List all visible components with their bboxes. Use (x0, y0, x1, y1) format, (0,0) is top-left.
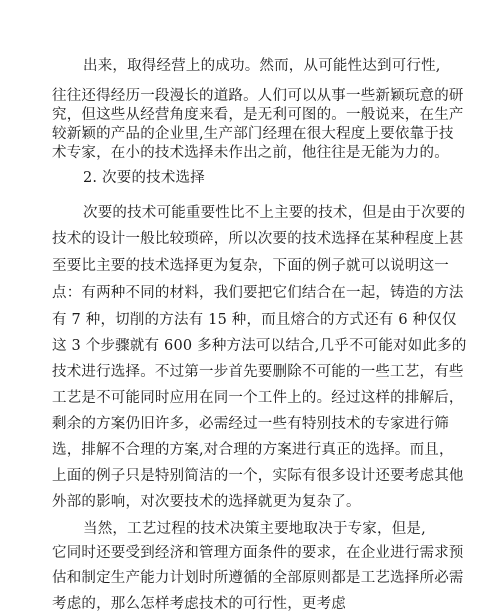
text-line: 次要的技术可能重要性比不上主要的技术，但是由于次要的 (83, 205, 466, 221)
text-line: 它同时还要受到经济和管理方面条件的要求，在企业进行需求预 (52, 545, 464, 561)
text-line: 估和制定生产能力计划时所遵循的全部原则都是工艺选择所必需 (52, 570, 464, 586)
text-line: 术专家，在小的技术选择未作出之前，他往往是无能为力的。 (52, 145, 449, 161)
text-line: 剩余的方案仍旧许多，必需经过一些有特别技术的专家进行筛 (52, 416, 449, 432)
text-line: 至要比主要的技术选择更为复杂，下面的例子就可以说明这一 (52, 258, 449, 274)
text-line: 考虑的，那么怎样考虑技术的可行性，更考虑 (52, 596, 346, 612)
text-line: 有 7 种，切削的方法有 15 种，而且熔合的方式还有 6 种仅仅 (52, 312, 457, 328)
text-line: 选，排解不合理的方案,对合理的方案进行真正的选择。而且， (52, 442, 454, 458)
text-line: 工艺是不可能同时应用在同一个工件上的。经过这样的排解后， (52, 390, 464, 406)
text-line: 这 3 个步骤就有 600 多种方法可以结合,几乎不可能对如此多的 (52, 338, 467, 354)
text-line: 较新颖的产品的企业里,生产部门经理在很大程度上要依靠于技 (52, 126, 454, 142)
text-line: 往往还得经历一段漫长的道路。人们可以从事一些新颖玩意的研 (52, 88, 464, 104)
text-line: 究，但这些从经营角度来看，是无利可图的。一般说来，在生产 (52, 107, 464, 123)
text-line: 技术进行选择。不过第一步首先要删除不可能的一些工艺，有些 (52, 364, 464, 380)
text-line: 当然，工艺过程的技术决策主要地取决于专家，但是, (83, 521, 426, 537)
text-line: 点：有两种不同的材料，我们要把它们结合在一起，铸造的方法 (52, 285, 464, 301)
text-line: 外部的影响，对次要技术的选择就更为复杂了。 (52, 494, 361, 510)
text-line: 技术的设计一般比较琐碎，所以次要的技术选择在某种程度上甚 (52, 231, 464, 247)
text-line: 上面的例子只是特别简洁的一个，实际有很多设计还要考虑其他 (52, 468, 464, 484)
text-line: 出来，取得经营上的成功。然而，从可能性达到可行性, (83, 58, 441, 74)
section-heading: 2. 次要的技术选择 (83, 170, 205, 186)
